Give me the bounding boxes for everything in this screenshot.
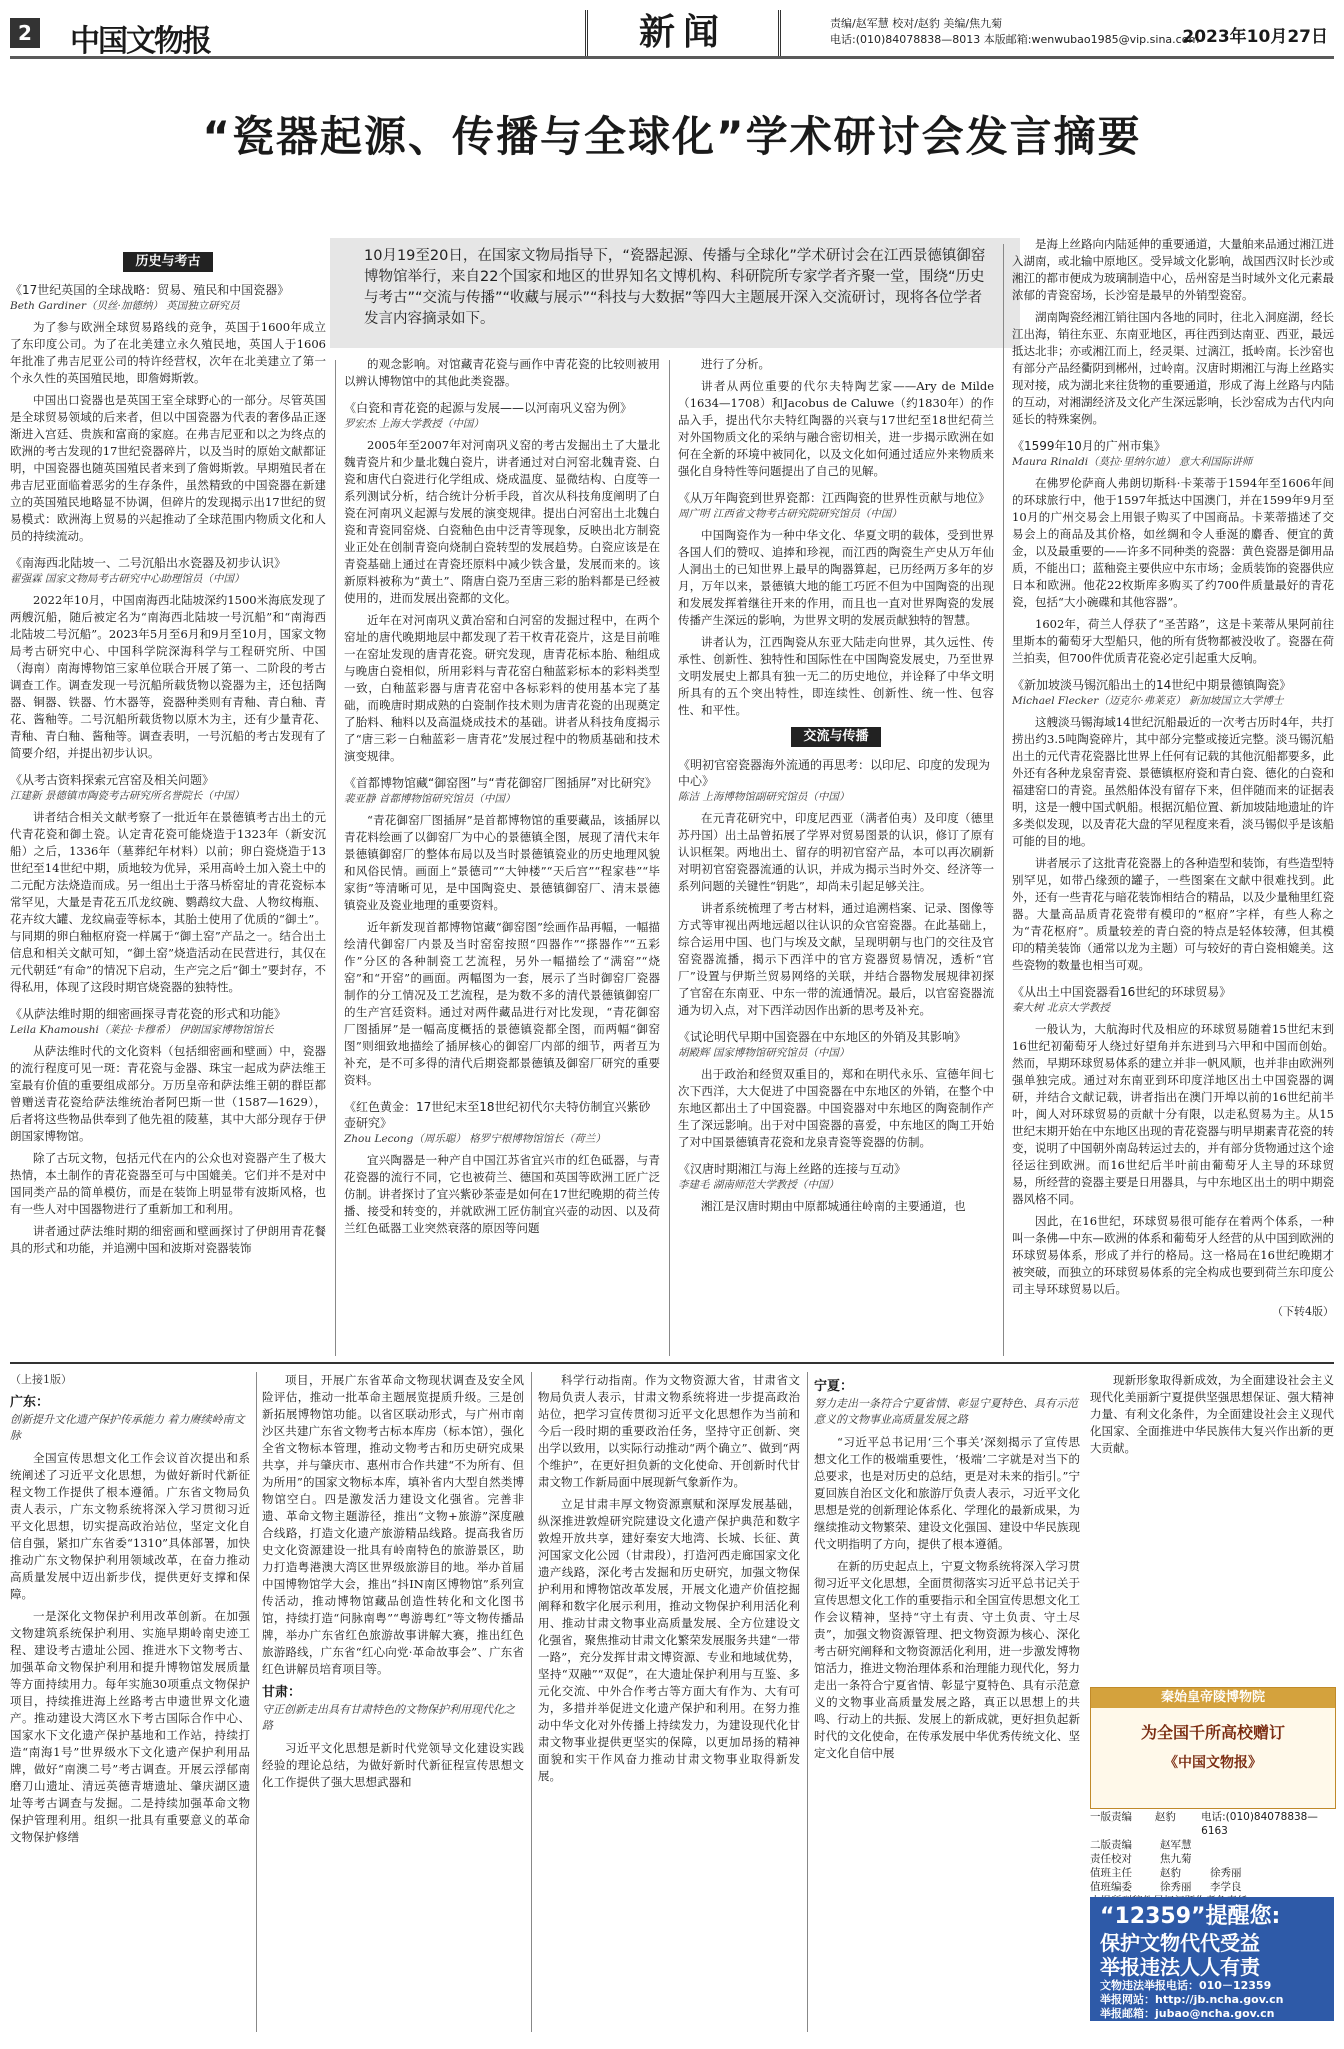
- article-title: 《汉唐时期湘江与海上丝路的连接与互动》: [678, 1162, 907, 1176]
- column-divider: [807, 1372, 808, 2032]
- article-paragraph: 的观念影响。对馆藏青花瓷与画作中青花瓷的比较则被用以辨认博物馆中的其他此类瓷器。: [344, 357, 660, 388]
- article-paragraph: 项目，开展广东省革命文物现状调查及安全风险评估，推动一批革命主题展览提质升级。三是创新拓展博物馆功能。以省区联动形式，与广州市南沙区共建广东省文物考古标本库房（标本馆），强化全省文物标本管理，推动文物考古和历史研究成果共享，并与肇庆市、惠州市合作共建“不为所有、但为所用”的国家文物标本库，填补省内大型自然类博物馆空白。四是激发活力建设文化强省。完善非遗、革命文物主题游径，推出“文物+旅游”深度融合线路，打造文化遗产旅游精品线路。提高我省历史文化资源建设一批具有岭南特色的旅游景区，助力打造粤港澳大湾区世界级旅游目的地。举办首届中国博物馆学大会，推出“抖IN南区博物馆”系列宣传活动，推动博物馆藏品创造性转化和文化图书馆，持续打造“问脉南粤”“粤游粤红”等文物传播品牌，举办广东省红色旅游故事讲解大赛，推出红色旅游路线，广东省“红心向党·革命故事会”、广东省红色讲解员培育项目等。: [262, 1373, 524, 1676]
- article-paragraph: 湖南陶瓷经湘江销往国内各地的同时，往北入洞庭湖，经长江出海，销往东亚、东南亚地区，再往西到达南亚、西亚，最远抵达北非；亦或湘江而上，经灵渠、过漓江，抵岭南。长沙窑也有部分产品经衢阴到郴州，过岭南。汉唐时期湘江与海上丝路实现对接，成为湖北来往货物的重要通道，形成了海上丝路与内陆的互动，对湘湖经济及文化产生深远影响，长沙窑成为古代内向延长的特殊案例。: [1012, 310, 1334, 426]
- article-paragraph: 进行了分析。: [701, 357, 770, 371]
- staff-name: 赵豹: [1154, 1811, 1176, 1823]
- staff-extra: 电话:(010)84078838—6163: [1201, 1811, 1318, 1837]
- region-title-gansu: 甘肃：: [262, 1685, 302, 1700]
- article-title: 《从考古资料探索元宫窑及相关问题》: [10, 773, 215, 787]
- editor-info: [830, 16, 1199, 48]
- staff-row: [1090, 1810, 1334, 1838]
- article-paragraph: 在佛罗伦萨商人弗朗切斯科·卡莱蒂于1594年至1606年间的环球旅行中，他于1597年抵达中国澳门，并在1599年9月至10月的广州交易会上用银子购买了中国商品。卡莱蒂描述了交易会上的商品及其价格，如丝绸和令人垂涎的麝香、便宜的黄金，以及最重要的——许多不同种类的瓷器：黄色瓷器是御用品质，不能出口；蓝釉瓷主要供应中东市场；金质装饰的瓷器供应日本和欧洲。他花22枚斯库多购买了约700件质量最好的青花瓷，包括“大小碗碟和其他容器”。: [1012, 476, 1334, 609]
- report-ad-line-3: 举报违法人人有责: [1100, 1955, 1260, 1979]
- bottom-column-2: [262, 1372, 524, 2032]
- staff-role: 值班主任: [1090, 1867, 1132, 1879]
- staff-row: [1090, 1838, 1334, 1852]
- staff-role: 值班编委: [1090, 1881, 1132, 1893]
- article-paragraph: 近年新发现首都博物馆藏“御窑图”绘画作品再幅，一幅描绘清代御窑厂内景及当时窑窑按照“四器作”“搽器作”“五彩作”分区的各种制瓷工艺流程，另外一幅描绘了“满窑”“烧窑”和“开窑”的画面。两幅图为一套，展示了当时御窑厂瓷器制作的分工情况及工艺流程，是为数不多的清代景德镇御窑厂的生产宫廷资料。通过对两件藏品进行对比发现，“青花御窑厂图插屏”是一幅高度概括的景德镇瓷都全图，而两幅“御窑图”则细致地描绘了插屏核心的御窑厂内部的细节，两者互为补充，是不可多得的清代后期瓷都景德镇及御窑厂研究的重要资料。: [344, 920, 660, 1087]
- article-author: 胡殿辉 国家博物馆研究馆员（中国）: [678, 1047, 850, 1059]
- article-paragraph: 在元青花研究中，印度尼西亚（满者伯夷）及印度（德里苏丹国）出土品曾拓展了学界对贸易图景的认识，修订了原有认识框架。两地出土、留存的明初官窑产品，本可以再次刷新对明初官窑瓷器流通的认识，并成为揭示当时外交、经济等一系列问题的关键性“钥匙”，却尚未引起足够关注。: [678, 811, 994, 893]
- paper-logo: 中国文物报: [70, 24, 210, 59]
- report-postcode: 邮编：100009: [1100, 2035, 1179, 2048]
- museum-name: 秦始皇帝陵博物院: [1091, 1688, 1335, 1708]
- article-paragraph: 中国出口瓷器也是英国王室全球野心的一部分。尽管英国是全球贸易领域的后来者，但以中国瓷器为代表的奢侈品正逐渐进入宫廷、贵族和富商的家庭。在弗吉尼亚和以之为终点的欧洲的考古发现的17世纪瓷器碎片，以及当时的原始文献都证明，中国瓷器也随英国殖民者来到了詹姆斯敦。早期殖民者在弗吉尼亚面临着恶劣的生存条件，虽然精致的中国瓷器在新建立的英国殖民地略显不协调，但碎片的发现揭示出17世纪的贸易模式：欧洲海上贸易的兴起推动了全球范围内物质文化和人员的持续流动。: [10, 393, 326, 543]
- region-subtitle: 创新提升文化遗产保护传承能力 着力赓续岭南文脉: [10, 1413, 245, 1442]
- staff-extra: 徐秀丽: [1210, 1867, 1242, 1879]
- article-author: Leila Khamoushi（莱拉·卡穆希） 伊朗国家博物馆馆长: [10, 1024, 274, 1036]
- article-paragraph: “习近平总书记用‘三个事关’深刻揭示了宣传思想文化工作的极端重要性，‘极端’二字就是对当下的总要求，也是对历史的总结，更是对未来的指引。”宁夏回族自治区文化和旅游厅负责人表示，习近平文化思想是党的创新理论体系化、学理化的最新成果，为继续推动文物繁荣、建设文化强国、建设中华民族现代文明指明了方向，提供了根本遵循。: [814, 1435, 1080, 1551]
- bottom-column-5: [1090, 1372, 1334, 1682]
- staff-name: 赵军慧: [1160, 1839, 1192, 1851]
- article-paragraph: 出于政治和经贸双重目的，郑和在明代永乐、宣德年间七次下西洋，大大促进了中国瓷器在中东地区的外销，在整个中东地区都出土了中国瓷器。中国瓷器对中东地区的陶瓷制作产生了深远影响。出于对中国瓷器的喜爱，中东地区的陶工开始了对中国景德镇青花瓷和龙泉青瓷等瓷器的仿制。: [678, 1067, 994, 1149]
- page-number: 2: [10, 18, 40, 48]
- column-divider: [531, 1372, 532, 2032]
- article-title: 《新加坡淡马锡沉船出土的14世纪中期景德镇陶瓷》: [1012, 678, 1292, 692]
- article-paragraph: 为了参与欧洲全球贸易路线的竞争，英国于1600年成立了东印度公司。为了在北美建立永久殖民地，英国人于1606年批准了弗吉尼亚公司的特许经营权，次年在北美建立了第一个永久性的英国殖民地，即詹姆斯敦。: [10, 320, 326, 385]
- column-2: [344, 356, 660, 1356]
- section-divider: [10, 1362, 1334, 1364]
- article-paragraph: 这艘淡马锡海域14世纪沉船最近的一次考古历时4年，共打捞出约3.5吨陶瓷碎片，其中部分完整或接近完整。淡马锡沉船出土的元代青花瓷器比世界上任何有记载的其他沉船都要多，此外还有各种龙泉窑青瓷、景德镇枢府瓷和青白瓷、德化的白瓷和福建窑口的青瓷。虽然船体没有留存下来，但伴随而来的证据表明，这是一艘中国式帆船。根据沉船位置、新加坡陆地遗址的许多类似发现，以及青花大盘的罕见程度来看，淡马锡似乎是该船可能的目的地。: [1012, 715, 1334, 848]
- article-paragraph: “青花御窑厂图插屏”是首都博物馆的重要藏品，该插屏以青花料绘画了以御窑厂为中心的景德镇全图，展现了清代末年景德镇御窑厂的整体布局以及当时景德镇瓷业的历史地理风貌和风俗民情。画面上“景德司”“大钟楼”“天后宫”“程家巷”“毕家街”等清晰可见，是中国陶瓷史、景德镇御窑厂、清末景德镇瓷业及瓷业地理的重要资料。: [344, 813, 660, 912]
- article-paragraph: 除了古玩文物，包括元代在内的公众也对瓷器产生了极大热情，本土制作的青花瓷器至可与中国媲美。它们并不是对中国同类产品的简单模仿，而是在装饰上明显带有波斯风格，也有一些人对中国器物进行了重新加工和利用。: [10, 1151, 326, 1216]
- bottom-column-1: [10, 1372, 250, 2032]
- staff-role: 责任校对: [1090, 1853, 1132, 1865]
- article-paragraph: 一般认为，大航海时代及相应的环球贸易随着15世纪末到16世纪初葡萄牙人绕过好望角并东进到马六甲和中国而创始。然而，早期环球贸易体系的建立并非一帆风顺，也并非由欧洲列强单独完成。通过对东南亚到环印度洋地区出土中国瓷器的调研，并结合文献记载，讲者指出在澳门开埠以前的16世纪前半叶，闽人对环球贸易的贡献十分有限，以走私贸易为主。从15世纪末期开始在中东地区出现的青花瓷器与明早期素青花瓷的转变，说明了中国朝外南岛转运过去的，并有部分货物通过这个途径运往到欧洲。而16世纪后半叶前由葡萄牙人主导的环球贸易，所经营的瓷器主要是日用器具，与中东地区出土的明中期瓷器风格不同。: [1012, 1022, 1334, 1206]
- article-author: 罗宏杰 上海大学教授（中国）: [344, 418, 484, 430]
- bottom-column-4: [814, 1372, 1080, 2032]
- article-paragraph: 一是深化文物保护利用改革创新。在加强文物建筑系统保护利用、实施早期岭南史迹工程、建设考古遗址公园、推进水下文物考古、加强革命文物保护利用和提升博物馆发展质量等方面持续用力。每年实施30项重点文物保护项目，持续推进海上丝路考古申遗世界文化遗产。推动建设大湾区水下考古国际合作中心、国家水下文化遗产保护基地和工作站，持续打造“南海1号”世界级水下文化遗产保护利用品牌，做好“南澳二号”考古调查。开展云浮郁南磨刀山遗址、清远英德青塘遗址、肇庆湖区遗址等考古调查与发掘。二是持续加强革命文物保护管理利用。组织一批具有重要意义的革命文物保护修缮: [10, 1609, 250, 1844]
- column-divider: [256, 1372, 257, 2032]
- article-paragraph: 现新形象取得新成效，为全面建设社会主义现代化美丽新宁夏提供坚强思想保证、强大精神力量、有利文化条件，为全面建设社会主义现代化国家、全面推进中华民族伟大复兴作出新的更大贡献。: [1090, 1373, 1334, 1455]
- article-title: 《南海西北陆坡一、二号沉船出水瓷器及初步认识》: [10, 556, 287, 570]
- issue-date: 2023年10月27日: [1182, 27, 1328, 47]
- column-4: [1012, 236, 1334, 1356]
- article-paragraph: 中国陶瓷作为一种中华文化、华夏文明的载体，受到世界各国人们的赞叹、追捧和珍视，而江西的陶瓷生产史从万年仙人洞出土的已知世界上最早的陶器算起，已历经两万多年的岁月，万年以来，景德镇大地的能工巧匠不但为中国陶瓷的出现和发展发挥着继往开来的作用，而且也一直对世界陶瓷的发展传播产生深远的影响，为世界文明的发展贡献独特的智慧。: [678, 528, 994, 627]
- article-author: Maura Rinaldi（莫拉·里纳尔迪） 意大利国际讲师: [1012, 456, 1253, 468]
- article-paragraph: 近年在对河南巩义黄冶窑和白河窑的发掘过程中，在两个窑址的唐代晚期地层中都发现了若干枚青花瓷片，这是目前唯一在窑址发现的唐青花瓷。研究发现，唐青花标本胎、釉组成与晚唐白瓷相似，所用彩料与青花窑白釉蓝彩标本的彩料类型一致，白釉蓝彩器与唐青花窑中各标彩料的使用基本完了基础，而晚唐时期成熟的白瓷制作技术则为唐青花瓷的出现奠定了胎料、釉料以及高温烧成技术的基础。讲者从科技角度揭示了“唐三彩－白釉蓝彩－唐青花”发展过程中的物质基础和技术演变规律。: [344, 613, 660, 763]
- report-email: 举报邮箱：jubao@ncha.gov.cn: [1100, 2007, 1275, 2020]
- column-divider: [1003, 244, 1004, 1356]
- article-paragraph: 因此，在16世纪，环球贸易很可能存在着两个体系，一种叫一条佛—中东—欧洲的体系和葡萄牙人经营的从中国到欧洲的环球贸易体系，形成了并行的格局。这一格局在16世纪晚期才被突破，而独立的环球贸易体系的完全构成也要到荷兰东印度公司主导环球贸易以后。: [1012, 1214, 1334, 1296]
- report-website: 举报网站：http://jb.ncha.gov.cn: [1100, 1993, 1284, 2006]
- article-paragraph: 讲者通过萨法维时期的细密画和壁画探讨了伊朗用青花餐具的形式和功能，并追溯中国和波斯对瓷器装饰: [10, 1224, 326, 1255]
- column-divider: [669, 360, 670, 1356]
- bottom-column-3: [538, 1372, 800, 2032]
- column-divider: [335, 360, 336, 1356]
- article-title: 《首都博物馆藏“御窑图”与“青花御窑厂图插屏”对比研究》: [344, 776, 657, 790]
- article-title: 《明初官窑瓷器海外流通的再思考：以印尼、印度的发现为中心》: [678, 758, 991, 788]
- article-title: 《从萨法维时期的细密画探寻青花瓷的形式和功能》: [10, 1007, 287, 1021]
- article-author: 秦大树 北京大学教授: [1012, 1002, 1110, 1014]
- article-paragraph: 立足甘肃丰厚文物资源禀赋和深厚发展基础，纵深推进敦煌研究院建设文化遗产保护典范和数字敦煌开放共享，建好秦安大地湾、长城、长征、黄河国家文化公园（甘肃段），打造河西走廊国家文化遗产线路，深化考古发掘和历史研究，加强文物保护利用和博物馆改革发展，开展文化遗产价值挖掘阐释和数字化展示利用，推动文物保护利用活化利用、推动甘肃文物事业高质量发展、全方位建设文化强省，聚焦推动甘肃文化繁荣发展服务共建“一带一路”，充分发挥甘肃文博资源、专业和地域优势，坚持“双融”“双促”，在大遗址保护利用与互鉴、多元化交流、中外合作考古等方面大有作为、大有可为，多措并举促进文化遗产保护和利用。在努力推动中华文化对外传播上持续发力，为建设现代化甘肃文物事业提供更坚实的保障，以更加昂扬的精神面貌和实干作风奋力推动甘肃文物事业取得新发展。: [538, 1497, 800, 1783]
- region-title-ningxia: 宁夏：: [814, 1379, 854, 1394]
- staff-row: [1090, 1866, 1334, 1880]
- staff-role: 一版责编: [1090, 1811, 1132, 1823]
- article-author: 李建毛 湖南师范大学教授（中国）: [678, 1179, 839, 1191]
- page-headline: “瓷器起源、传播与全球化”学术研讨会发言摘要: [202, 112, 1142, 161]
- report-ad-line-2: 保护文物代代受益: [1100, 1931, 1260, 1955]
- section-label-exchange: 交流与传播: [791, 727, 881, 747]
- article-paragraph: 2005年至2007年对河南巩义窑的考古发掘出土了大量北魏青瓷片和少量北魏白瓷片，讲者通过对白河窑北魏青瓷、白瓷和唐代白瓷进行化学组成、烧成温度、显微结构、白度等一系列测试分析，结合统计分析手段，首次从科技角度阐明了白瓷在河南巩义起源与发展的演变规律。提出白河窑出土北魏白瓷和青瓷同窑烧、白瓷釉色由中泛青等现象，反映出北方制瓷业正处在创制青瓷向烧制白瓷转型的发展趋势。白瓷应该是在青瓷基础上通过在青瓷坯原料中减少铁含量，发展而来的。该新原料被称为“黄土”、隋唐白瓷乃至唐三彩的胎料都是已经被使用的，进而发展出瓷都的文化。: [344, 438, 660, 605]
- article-author: 江建新 景德镇市陶瓷考古研究所名誉院长（中国）: [10, 790, 245, 802]
- museum-ad-line-1: 为全国千所高校赠订: [1140, 1723, 1285, 1742]
- staff-role: 二版责编: [1090, 1839, 1132, 1851]
- article-title: 《红色黄金：17世纪末至18世纪初代尔夫特仿制宜兴紫砂壶研究》: [344, 1100, 651, 1130]
- article-author: Michael Flecker（迈克尔·弗莱克） 新加坡国立大学博士: [1012, 695, 1284, 707]
- report-ad: [1090, 1897, 1334, 2048]
- article-author: 裴亚静 首都博物馆研究馆员（中国）: [344, 793, 516, 805]
- continued-from: （上接1版）: [10, 1373, 72, 1386]
- staff-extra: 李学良: [1210, 1881, 1242, 1893]
- article-paragraph: 讲者认为，江西陶瓷从东亚大陆走向世界，其久远性、传承性、创新性、独特性和国际性在中国陶瓷发展史，乃至世界文明发展史上都具有独一无二的历史地位，并诠释了中华文明所具有的五个突出特性，即连续性、创新性、统一性、包容性、和平性。: [678, 635, 994, 717]
- staff-row: [1090, 1880, 1334, 1894]
- staff-row: [1090, 1852, 1334, 1866]
- article-title: 《1599年10月的广州市集》: [1012, 439, 1166, 453]
- article-paragraph: 2022年10月，中国南海西北陆坡深约1500米海底发现了两艘沉船，随后被定名为“南海西北陆坡一号沉船”和“南海西北陆坡二号沉船”。2023年5月至6月和9月至10月，国家文物局考古研究中心、中国科学院深海科学与工程研究所、中国（海南）南海博物馆三家单位联合开展了第一、二阶段的考古调查工作。调查发现一号沉船所载货物以瓷器为主，还包括陶器、铜器、铁器、竹木器等，瓷器种类则有青釉、青白釉、青花、酱釉等。二号沉船所载货物以原木为主，还有少量青花、青釉、青白釉、酱釉等。调查表明，一号沉船的考古发现有了简要介绍，并提出初步认识。: [10, 593, 326, 760]
- masthead: [10, 10, 1334, 59]
- article-title: 《17世纪英国的全球战略：贸易、殖民和中国瓷器》: [10, 283, 290, 297]
- article-author: 翟强霖 国家文物局考古研究中心助理馆员（中国）: [10, 573, 245, 585]
- section-title: 新闻: [585, 10, 781, 56]
- article-paragraph: 讲者结合相关文献考察了一批近年在景德镇考古出土的元代青花瓷和御土瓷。认定青花瓷可能烧造于1323年（新安沉船）之后，1336年（墓葬纪年材料）以前；卵白瓷烧造于13世纪至14世纪中期，质地较为优异，采用高岭土加入瓷土中的二元配方法烧造而成。另一组出土于落马桥窑址的青花瓷标本常罕见，大量是青花五爪龙纹碗、鹦鹉纹大盘、人物纹梅瓶、花卉纹大罐、龙纹扁壶等标本，其胎土使用了优质的“御土”。与同期的卵白釉枢府瓷一样属于“御土窑”产品之一。结合出土信息和相关文献可知，“御土窑”烧造活动在民营进行，其仅在元代朝廷“有命”的情况下启动，生产完之后“御土”要封存，不得私用，体现了这段时期官烧瓷器的独特性。: [10, 810, 326, 994]
- article-paragraph: 1602年，荷兰人俘获了“圣苦路”，这是卡莱蒂从果阿前往里斯本的葡萄牙大型船只，他的所有货物都被没收了。瓷器在荷兰拍卖，但700件优质青花瓷必定引起重大反响。: [1012, 617, 1334, 665]
- section-label-history: 历史与考古: [123, 252, 213, 272]
- museum-ad-line-2: 《中国文物报》: [1164, 1755, 1262, 1771]
- region-subtitle: 守正创新走出具有甘肃特色的文物保护利用现代化之路: [262, 1703, 515, 1732]
- region-subtitle: 努力走出一条符合宁夏省情、彰显宁夏特色、具有示范意义的文物事业高质量发展之路: [814, 1397, 1078, 1426]
- staff-name: 徐秀丽: [1160, 1881, 1192, 1893]
- article-paragraph: 湘江是汉唐时期由中原都城通往岭南的主要通道，也: [701, 1199, 966, 1213]
- article-paragraph: 是海上丝路向内陆延伸的重要通道，大量舶来品通过湘江进入湖南，或北输中原地区。受异域文化影响，战国西汉时长沙或湘江的都市便成为玻璃制造中心，岳州窑是当时域外文化元素最浓郁的青瓷窑场，长沙窑是最早的外销型瓷窑。: [1012, 237, 1334, 302]
- museum-ad: [1090, 1687, 1336, 1809]
- article-title: 《试论明代早期中国瓷器在中东地区的外销及其影响》: [678, 1030, 967, 1044]
- article-paragraph: 讲者系统梳理了考古材料，通过追溯档案、记录、图像等方式等审视出两地远超以往认识的众官窑瓷器。在此基础上，综合运用中国、也门与埃及文献，呈现明朝与也门的交往及官窑瓷器流播，揭示下西洋中的官方瓷器贸易情况，透析“官厂”设置与伊斯兰贸易网络的关联，并结合器物发展规律初探了官窑在东南亚、中东一带的流通情况。最后，以官窑瓷器流通为切入点，对下西洋动因作出新的思考及补充。: [678, 901, 994, 1017]
- article-title: 《从万年陶瓷到世界瓷都：江西陶瓷的世界性贡献与地位》: [678, 491, 991, 505]
- article-paragraph: 在新的历史起点上，宁夏文物系统将深入学习贯彻习近平文化思想，全面贯彻落实习近平总书记关于宣传思想文化工作的重要指示和全国宣传思想文化工作会议精神，坚持“守土有责、守土负责、守土尽责”，加强文物资源管理、把文物资源为核心、深化考古研究阐释和文物资源活化利用，进一步激发博物馆活力，推进文物治理体系和治理能力现代化，努力走出一条符合宁夏省情、彰显宁夏特色、具有示范意义的文物事业高质量发展之路，真正以思想上的共鸣、行动上的共振、发展上的新成就，更好担负起新时代的文化使命，在传承发展中华优秀传统文化、坚定文化自信中展: [814, 1559, 1080, 1760]
- article-paragraph: 从萨法维时代的文化资料（包括细密画和壁画）中，瓷器的流行程度可见一斑：青花瓷与金器、珠宝一起成为萨法维王室最有价值的重要组成部分。万历皇帝和萨法维王朝的群臣都曾赠送青花瓷给萨法维统治者阿巴斯一世（1587—1629），后者将这些物品供奉到了他先祖的陵墓，其中大部分现存于伊朗国家博物馆。: [10, 1044, 326, 1143]
- report-phone: 文物违法举报电话：010－12359: [1100, 1979, 1272, 1992]
- article-paragraph: 科学行动指南。作为文物资源大省，甘肃省文物局负责人表示，甘肃文物系统将进一步提高政治站位，把学习宣传贯彻习近平文化思想作为当前和今后一段时期的重要政治任务，坚持守正创新、突出学以致用，以实际行动推动“两个确立”、做到“两个维护”，在更好担负新的文化使命、开创新时代甘肃文物工作新局面中展现新气象新作为。: [538, 1373, 800, 1489]
- staff-name: 焦九菊: [1160, 1853, 1192, 1865]
- intro-box: 10月19至20日，在国家文物局指导下，“瓷器起源、传播与全球化”学术研讨会在江西景德镇御窑博物馆举行，来自22个国家和地区的世界知名文博机构、科研院所专家学者齐聚一堂，围绕“历史与考古”“交流与传播”“收藏与展示”“科技与大数据”等四大主题展开深入交流研讨，现将各位学者发言内容摘录如下。: [330, 238, 1020, 348]
- staff-name: 赵豹: [1160, 1867, 1181, 1879]
- article-author: Zhou Lecong（周乐聪） 格罗宁根博物馆馆长（荷兰）: [344, 1133, 606, 1145]
- column-3: [678, 356, 994, 1356]
- report-ad-line-1: “12359”提醒您:: [1100, 1904, 1281, 1929]
- article-paragraph: 习近平文化思想是新时代党领导文化建设实践经验的理论总结，为做好新时代新征程宣传思想文化工作提供了强大思想武器和: [262, 1741, 524, 1789]
- region-title-guangdong: 广东：: [10, 1395, 50, 1410]
- article-paragraph: 讲者从两位重要的代尔夫特陶艺家——Ary de Milde（1634—1708）和Jacobus de Caluwe（约1830年）的作品入手，提出代尔夫特红陶器的兴衰与17世纪至18世纪荷兰对外国物质文化的采纳与融合密切相关，进一步揭示欧洲在如何在全新的环境中被同化，以及文化如何通过适应外来物质来强化自身特性等问题提出了自己的见解。: [678, 379, 994, 478]
- article-paragraph: 宜兴陶器是一种产自中国江苏省宜兴市的红色砥器，与青花瓷器的流行不同，它也被荷兰、德国和英国等欧洲工匠广泛仿制。讲者探讨了宜兴紫砂茶壶是如何在17世纪晚期的荷兰传播、接受和转变的，并就欧洲工匠仿制宜兴壶的动因、以及荷兰红色砥器工业突然衰落的原因等问题: [344, 1153, 660, 1235]
- editor-line-2: 电话:(010)84078838—8013 本版邮箱:wenwubao1985@vip.sina.com: [830, 33, 1200, 46]
- article-paragraph: 讲者展示了这批青花瓷器上的各种造型和装饰，有些造型特别罕见，如带凸缘颈的罐子，一些图案在文献中很难找到。此外，还有一些青花与暗花装饰相结合的精品，以及少量釉里红瓷器。大量高品质青花瓷带有模印的“枢府”字样，有些人称之为“青花枢府”。质量较差的青白瓷的特点是轻体较薄，但其模印的精美装饰（通常以龙为主题）可与较好的青白瓷相媲美。这些瓷物的数量也相当可观。: [1012, 856, 1334, 972]
- report-mailbox: 举报信箱：北京市1652信箱: [1100, 2021, 1241, 2034]
- article-author: Beth Gardiner（贝丝·加德纳） 英国独立研究员: [10, 300, 240, 312]
- column-1: [10, 244, 326, 1356]
- article-title: 《白瓷和青花瓷的起源与发展——以河南巩义窑为例》: [344, 401, 633, 415]
- continued-note: （下转4版）: [1272, 1305, 1334, 1318]
- article-paragraph: 全国宣传思想文化工作会议首次提出和系统阐述了习近平文化思想，为做好新时代新征程文物工作提供了根本遵循。广东省文物局负责人表示，广东文物系统将深入学习贯彻习近平文化思想，切实提高政治站位，坚定文化自信自强，紧扣广东省委“1310”具体部署，加快推动广东文物保护利用领域改革，在奋力推动高质量发展中迈出新步伐，提供更好支撑和保障。: [10, 1451, 250, 1601]
- article-author: 陈洁 上海博物馆副研究馆员（中国）: [678, 791, 850, 803]
- editor-line-1: 责编/赵军慧 校对/赵豹 美编/焦九菊: [830, 17, 1003, 30]
- article-title: 《从出土中国瓷器看16世纪的环球贸易》: [1012, 985, 1232, 999]
- article-author: 周广明 江西省文物考古研究院研究馆员（中国）: [678, 508, 902, 520]
- staff-list: [1090, 1810, 1334, 1908]
